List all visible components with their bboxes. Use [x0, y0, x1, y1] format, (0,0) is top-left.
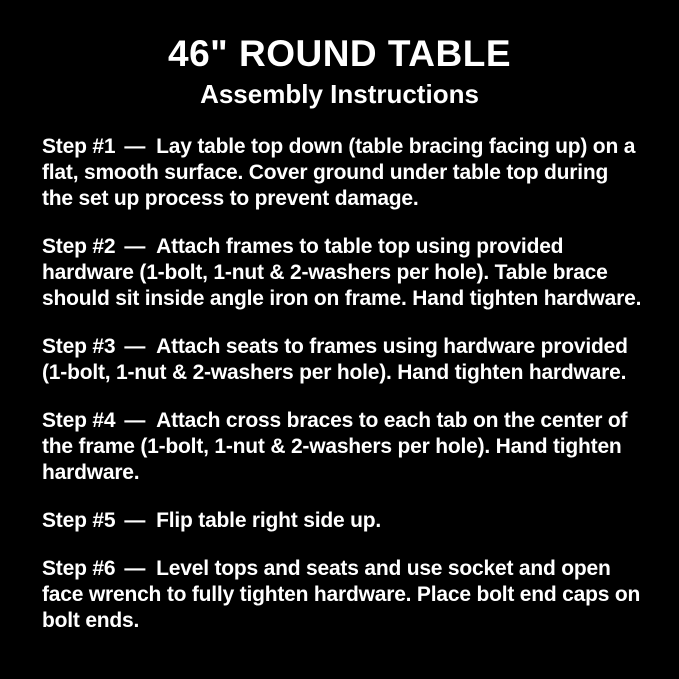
step-dash: — [124, 134, 146, 158]
step-label: Step #6 [42, 556, 116, 580]
step-dash: — [124, 334, 146, 358]
page-title: 46" ROUND TABLE [168, 33, 511, 74]
step-item-3 [42, 334, 643, 386]
step-dash: — [124, 556, 146, 580]
step-text: Level tops and seats and use socket and open face wrench to fully tighten hardware. Place bolt end caps on bolt ends. [42, 556, 641, 632]
step-label: Step #2 [42, 234, 116, 258]
step-dash: — [124, 508, 146, 532]
step-label: Step #4 [42, 408, 116, 432]
step-label: Step #5 [42, 508, 116, 532]
step-text: Attach seats to frames using hardware provided (1-bolt, 1-nut & 2-washers per hole). Hand tighten hardware. [42, 334, 628, 384]
step-label: Step #3 [42, 334, 116, 358]
step-dash: — [124, 234, 146, 258]
step-label: Step #1 [42, 134, 116, 158]
step-item-4 [42, 408, 643, 486]
step-item-1 [42, 134, 643, 212]
step-text: Attach frames to table top using provided hardware (1-bolt, 1-nut & 2-washers per hole). Table brace should sit inside angle iron on frame. Hand tighten hardware. [42, 234, 642, 310]
step-dash: — [124, 408, 146, 432]
step-text: Flip table right side up. [156, 508, 381, 532]
step-item-5 [42, 508, 643, 534]
step-text: Attach cross braces to each tab on the center of the frame (1-bolt, 1-nut & 2-washers per hole). Hand tighten hardware. [42, 408, 628, 484]
step-item-2 [42, 234, 643, 312]
page-subtitle: Assembly Instructions [200, 78, 479, 109]
step-item-6 [42, 556, 643, 634]
step-text: Lay table top down (table bracing facing up) on a flat, smooth surface. Cover ground under table top during the set up process to prevent damage. [42, 134, 636, 210]
steps-list [0, 134, 679, 634]
